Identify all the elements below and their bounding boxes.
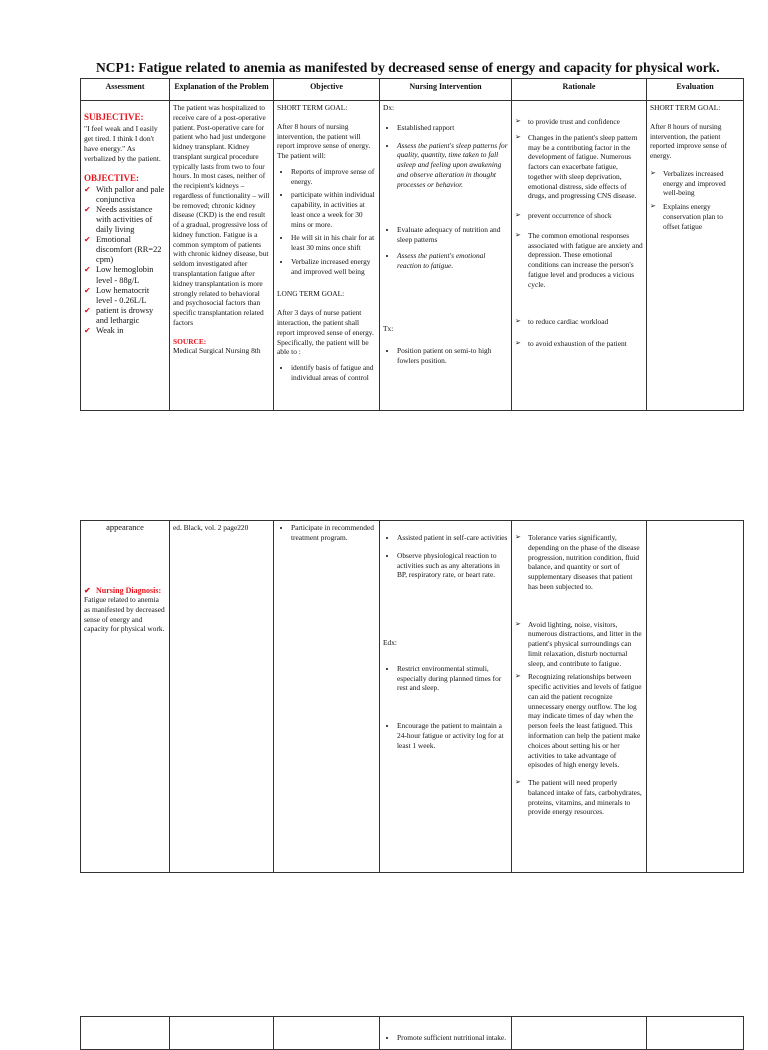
assessment-cell [81, 1017, 170, 1050]
rationale-item: ➢ prevent occurrence of shock [515, 211, 643, 221]
explanation-cell [170, 521, 274, 873]
evaluation-stg-label: SHORT TERM GOAL: [650, 103, 721, 112]
intervention-continued-list [383, 1033, 508, 1043]
rationale-item: ➢ to avoid exhaustion of the patient [515, 339, 643, 349]
subjective-text: "I feel weak and I easily get tired. I think I don't have energy." As verbalized by the patient. [84, 123, 161, 163]
header-assessment: Assessment [81, 79, 170, 101]
intervention-item: • Observe physiological reaction to activities such as any alterations in BP, respiratory rate, or heart rate. [397, 551, 508, 580]
nursing-diagnosis-text: Fatigue related to anemia as manifested by decreased sense of energy and capacity for physical work. [84, 595, 165, 634]
objective-finding: ✔ Needs assistance with activities of daily living [84, 205, 166, 235]
long-term-goal-list [277, 363, 376, 383]
objective-cell [274, 101, 380, 411]
nursing-diagnosis-heading [84, 586, 166, 596]
nursing-diagnosis-label: ✔ Nursing Diagnosis: [84, 586, 166, 596]
goal-item: • Reports of improve sense of energy. [291, 167, 376, 187]
intervention-item: • Position patient on semi-to high fowlers position. [397, 346, 508, 366]
rationale-item: ➢ Avoid lighting, noise, visitors, numerous distractions, and litter in the patient's physical surroundings can limit relaxation, disturb nocturnal sleep, and contribute to fatigue. [515, 620, 643, 669]
objective-cell [274, 521, 380, 873]
rationale-item: ➢ to provide trust and confidence [515, 117, 643, 127]
objective-finding: ✔ With pallor and pale conjunctiva [84, 185, 166, 205]
short-term-goal-label: SHORT TERM GOAL: [277, 103, 348, 112]
intervention-item: • Assess the patient's emotional reaction to fatigue. [397, 251, 508, 271]
explanation-text: The patient was hospitalized to receive care of a post-operative patient. Post-operative care for patient who had just undergone kidney transplant. Kidney transplant surgical procedure typically lasts from two to four hours. In most cases, neither of the recipient's kidneys – regardless of functionality – will be removed; chronic kidney disease (CKD) is the end result of a gradual, progressive loss of kidney function. Fatigue is a common symptom of patients with chronic kidney disease, but seldom investigated after transplantation fatigue after kidney transplantation is more strongly related to behavioral and psychosocial factors than specific transplantation related factors [173, 103, 270, 327]
explanation-cell [170, 1017, 274, 1050]
source-label: SOURCE: [173, 336, 207, 346]
assessment-cell [81, 101, 170, 411]
dx-label: Dx: [383, 103, 395, 112]
goal-item: • participate within individual capability, in activities at least once a week for 30 mins or more. [291, 190, 376, 229]
header-explanation: Explanation of the Problem [170, 79, 274, 101]
objective-label: OBJECTIVE: [84, 172, 140, 183]
rationale-item: ➢ Tolerance varies significantly, depending on the phase of the disease progression, nutrition condition, fluid balance, and quantity or sort of supplementary diseases that patient has been subjected to. [515, 533, 643, 592]
intervention-cell [380, 521, 512, 873]
short-term-goal-list [277, 167, 376, 277]
long-term-goal-text: After 3 days of nurse patient interaction, the patient shall report improved sense of energy. Specifically, the patient will be able to : [277, 308, 374, 357]
intervention-item: • Assess the patient's sleep patterns for quality, quantity, time taken to fall asleep and feeling upon awakening and observe alteration in thought processes or behavior. [397, 141, 508, 190]
objective-continued-list [277, 523, 376, 543]
evaluation-list [650, 169, 740, 232]
source-continued-text: ed. Black, vol. 2 page220 [173, 523, 249, 532]
edx-label: Edx: [383, 638, 397, 648]
intervention-item: • Evaluate adequacy of nutrition and sleep patterns [397, 225, 508, 245]
objective-findings-list [84, 185, 166, 336]
intervention-item: • Assisted patient in self-care activities [397, 533, 508, 543]
tx-continued-list [383, 533, 508, 580]
short-term-goal-text: After 8 hours of nursing intervention, the patient will report improve sense of energy. The patient will: [277, 121, 371, 161]
rationale-item: ➢ Changes in the patient's sleep pattern may be a contributing factor in the development of fatigue. Numerous factors can exacerbate fatigue, together with sleep deprivation, emotional distress, side effects of drugs, and progressing CNS disease. [515, 133, 643, 201]
subjective-label: SUBJECTIVE: [84, 112, 144, 122]
dx-interventions-list [383, 123, 508, 271]
intervention-cell [380, 101, 512, 411]
evaluation-cell [647, 101, 744, 411]
rationale-item: ➢ to reduce cardiac workload [515, 317, 643, 327]
evaluation-cell [647, 1017, 744, 1050]
evaluation-item: ➢ Explains energy conservation plan to offset fatigue [650, 202, 740, 231]
objective-finding: ✔ Emotional discomfort (RR=22 cpm) [84, 235, 166, 265]
rationale-list [515, 117, 643, 349]
objective-cell [274, 1017, 380, 1050]
objective-finding: ✔ Low hemoglobin level - 88g/L [84, 265, 166, 285]
goal-item: • Participate in recommended treatment program. [291, 523, 376, 543]
rationale-item: ➢ The patient will need properly balanced intake of fats, carbohydrates, proteins, vitamins, and minerals to provide energy resources. [515, 778, 643, 817]
rationale-cell [512, 101, 647, 411]
header-nursing-intervention: Nursing Intervention [380, 79, 512, 101]
evaluation-item: ➢ Verbalizes increased energy and improved well-being [650, 169, 740, 198]
explanation-cell [170, 101, 274, 411]
goal-item: • He will sit in his chair for at least 30 mins once shift [291, 233, 376, 253]
assessment-cell [81, 521, 170, 873]
intervention-item: • Promote sufficient nutritional intake. [397, 1033, 508, 1043]
care-plan-table-page-1 [80, 78, 744, 411]
tx-label: Tx: [383, 324, 394, 334]
objective-finding: ✔ Weak in [84, 326, 166, 336]
header-evaluation: Evaluation [647, 79, 744, 101]
rationale-list [515, 533, 643, 817]
goal-item: • Verbalize increased energy and improved well being [291, 257, 376, 277]
intervention-item: • Restrict environmental stimuli, especially during planned times for rest and sleep. [397, 664, 508, 693]
objective-finding: ✔ patient is drowsy and lethargic [84, 306, 166, 326]
care-plan-table-page-3 [80, 1016, 744, 1050]
header-objective: Objective [274, 79, 380, 101]
care-plan-table-page-2 [80, 520, 744, 873]
objective-finding: ✔ Low hematocrit level - 0.26L/L [84, 286, 166, 306]
intervention-item: • Established rapport [397, 123, 508, 133]
goal-item: • identify basis of fatigue and individual areas of control [291, 363, 376, 383]
intervention-item: • Encourage the patient to maintain a 24-hour fatigue or activity log for at least 1 week. [397, 721, 508, 750]
header-rationale: Rationale [512, 79, 647, 101]
care-plan-title: NCP1: Fatigue related to anemia as manifested by decreased sense of energy and capacity for physical work. [96, 60, 720, 75]
rationale-cell [512, 1017, 647, 1050]
rationale-item: ➢ The common emotional responses associated with fatigue are anxiety and depression. These emotional conditions can increase the person's fatigue level and produces a vicious cycle. [515, 231, 643, 290]
rationale-item: ➢ Recognizing relationships between specific activities and levels of fatigue can aid the patient recognize unnecessary energy outflow. The log may indicate times of day when the person feels the least fatigued. This information can help the patient make choices about setting his or her activities to take advantage of episodes of high energy levels. [515, 672, 643, 770]
source-text: Medical Surgical Nursing 8th [173, 346, 261, 356]
evaluation-text: After 8 hours of nursing intervention, the patient reported improve sense of energy. [650, 121, 727, 161]
evaluation-cell [647, 521, 744, 873]
long-term-goal-label: LONG TERM GOAL: [277, 289, 345, 299]
assessment-continued-text: appearance [106, 523, 144, 532]
edx-interventions-list [383, 664, 508, 751]
tx-interventions-list [383, 346, 508, 366]
rationale-cell [512, 521, 647, 873]
intervention-cell [380, 1017, 512, 1050]
